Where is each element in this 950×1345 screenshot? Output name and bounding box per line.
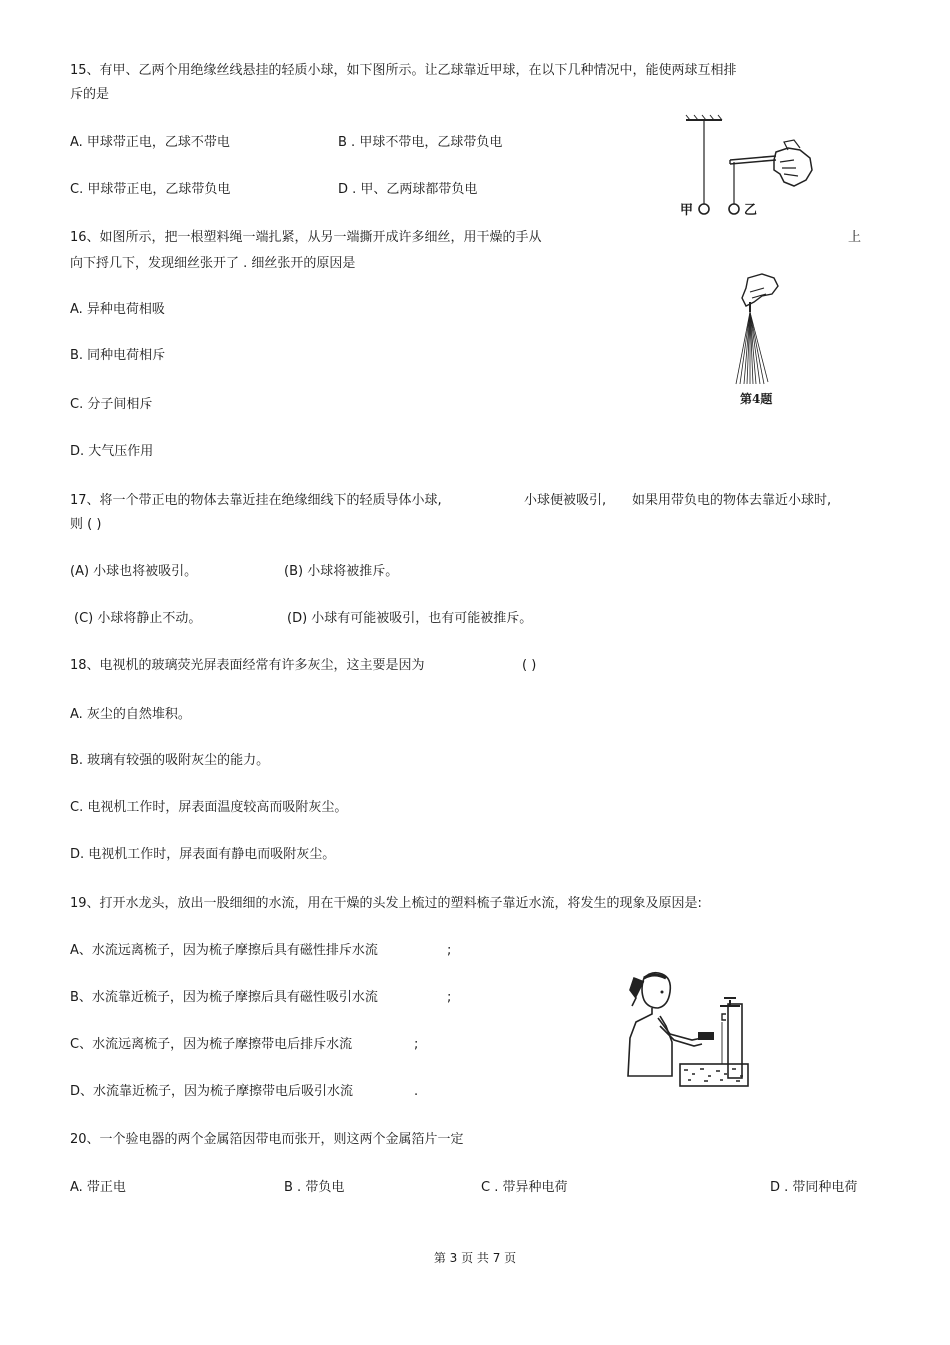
q17-stem-line1-part3: 如果用带负电的物体去靠近小球时, (632, 493, 832, 508)
girl-faucet-diagram (622, 968, 760, 1090)
q15-figure-label-yi: 乙 (744, 203, 758, 218)
q17-option-a: (A) 小球也将被吸引。 (70, 564, 198, 579)
q18-option-d: D. 电视机工作时，屏表面有静电而吸附灰尘。 (70, 847, 336, 862)
q16-option-c: C. 分子间相斥 (70, 397, 153, 412)
q15-option-b: B . 甲球不带电，乙球带负电 (338, 135, 503, 150)
hand-strands-diagram (728, 272, 790, 390)
q19-option-d: D、水流靠近梳子，因为梳子摩擦带电后吸引水流 (70, 1084, 354, 1099)
q18-option-c: C. 电视机工作时，屏表面温度较高而吸附灰尘。 (70, 800, 348, 815)
q19-option-c-end: ; (414, 1037, 419, 1052)
q19-figure-girl-comb-faucet (622, 968, 760, 1090)
q16-figure-caption: 第4题 (740, 392, 773, 406)
q20-option-b: B . 带负电 (284, 1180, 345, 1195)
q16-stem-line2: 向下捋几下，发现细丝张开了 . 细丝张开的原因是 (70, 256, 356, 271)
q17-stem-line2: 则 ( ) (70, 517, 102, 532)
q16-stem-line1: 16、如图所示，把一根塑料绳一端扎紧，从另一端撕开成许多细丝，用干燥的手从 (70, 230, 542, 245)
q15-stem-line1: 15、有甲、乙两个用绝缘丝线悬挂的轻质小球，如下图所示。让乙球靠近甲球，在以下几种情况中，能使两球互相排 (70, 63, 737, 78)
q18-stem: 18、电视机的玻璃荧光屏表面经常有许多灰尘，这主要是因为 (70, 658, 425, 673)
q20-stem: 20、一个验电器的两个金属箔因带电而张开，则这两个金属箔片一定 (70, 1132, 464, 1147)
q15-option-a: A. 甲球带正电，乙球不带电 (70, 135, 230, 150)
q17-stem-line1-part1: 17、将一个带正电的物体去靠近挂在绝缘细线下的轻质导体小球, (70, 493, 442, 508)
q16-stem-line1-tail: 上 (848, 230, 862, 245)
q17-option-d: (D) 小球有可能被吸引，也有可能被推斥。 (287, 611, 533, 626)
q16-figure-plastic-strands (728, 272, 790, 412)
q18-option-a: A. 灰尘的自然堆积。 (70, 707, 191, 722)
q15-option-d: D . 甲、乙两球都带负电 (338, 182, 478, 197)
q19-option-b-end: ; (447, 990, 452, 1005)
q16-option-a: A. 异种电荷相吸 (70, 302, 165, 317)
q15-option-c: C. 甲球带正电，乙球带负电 (70, 182, 231, 197)
q20-option-a: A. 带正电 (70, 1180, 126, 1195)
q19-option-d-end: . (414, 1084, 419, 1099)
page-number-footer: 第 3 页 共 7 页 (433, 1251, 517, 1265)
q18-answer-paren: ( ) (522, 658, 537, 673)
q15-figure-hanging-balls (676, 112, 818, 224)
q19-option-b: B、水流靠近梳子，因为梳子摩擦后具有磁性吸引水流 (70, 990, 378, 1005)
q15-stem-line2: 斥的是 (70, 87, 110, 102)
q15-figure-label-jia: 甲 (680, 203, 694, 218)
q16-option-d: D. 大气压作用 (70, 444, 154, 459)
q20-option-c: C . 带异种电荷 (481, 1180, 568, 1195)
q17-option-b: (B) 小球将被推斥。 (284, 564, 399, 579)
q17-option-c: (C) 小球将静止不动。 (74, 611, 202, 626)
q20-option-d: D . 带同种电荷 (770, 1180, 858, 1195)
q17-stem-line1-part2: 小球便被吸引, (524, 493, 607, 508)
q19-stem: 19、打开水龙头，放出一股细细的水流，用在干燥的头发上梳过的塑料梳子靠近水流，将发生的现象及原因是: (70, 896, 702, 911)
q18-option-b: B. 玻璃有较强的吸附灰尘的能力。 (70, 753, 270, 768)
q16-option-b: B. 同种电荷相斥 (70, 348, 166, 363)
q19-option-c: C、水流远离梳子，因为梳子摩擦带电后排斥水流 (70, 1037, 353, 1052)
q19-option-a: A、水流远离梳子，因为梳子摩擦后具有磁性排斥水流 (70, 943, 378, 958)
q19-option-a-end: ; (447, 943, 452, 958)
